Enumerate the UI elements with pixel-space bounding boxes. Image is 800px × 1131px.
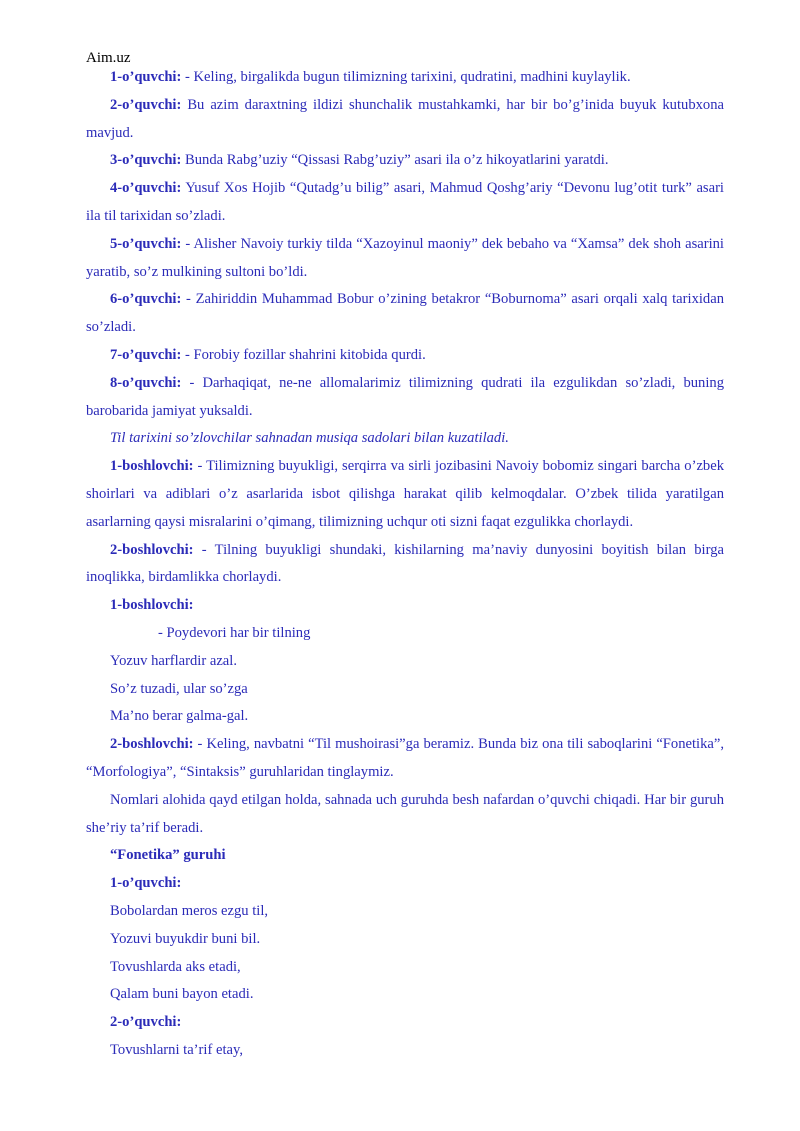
site-watermark: Aim.uz (86, 50, 131, 66)
speech-text: Bunda Rabg’uziy “Qissasi Rabg’uziy” asari ila o’z hikoyatlarini yaratdi. (181, 152, 609, 169)
speech-text: - Tilimizning buyukligi, serqirra va sirli jozibasini Navoiy bobomiz singari barcha o’zbek shoirlari va adiblari o’z asarlarida isbot qilishga harakat qilib kelmoqdalar. O’zbek tilida yaratilgan asarlarning qaysi misralarini o’qimang, tilimizning uchqur oti sizni faqat ezgulikka chorlaydi. (86, 458, 724, 530)
speech-text: - Keling, birgalikda bugun tilimizning tarixini, qudratini, madhini kuylaylik. (181, 69, 631, 85)
poem-line: Yozuvi buyukdir buni bil. (110, 930, 261, 947)
speaker-label: 3-o’quvchi: (110, 152, 182, 169)
poem-line: Qalam buni bayon etadi. (110, 986, 254, 1003)
poem-line: Tovushlarni ta’rif etay, (110, 1041, 243, 1058)
speaker-label: 1-o’quvchi: (110, 69, 182, 85)
speech-text: - Alisher Navoiy turkiy tilda “Xazoyinul maoniy” dek bebaho va “Xamsa” dek shoh asarini yaratib, so’z mulkining sultoni bo’ldi. (86, 235, 724, 280)
speaker-label: 5-o’quvchi: (110, 235, 182, 252)
speech-text: - Forobiy fozillar shahrini kitobida qurdi. (181, 346, 426, 363)
host-paragraph (86, 453, 724, 536)
speaker-label: 7-o’quvchi: (110, 346, 182, 363)
poem-speaker (86, 592, 724, 620)
speech-paragraph (86, 286, 724, 342)
speech-paragraph (86, 231, 724, 287)
speaker-label: 4-o’quvchi: (110, 180, 182, 197)
speech-text: Yusuf Xos Hojib “Qutadg’u bilig” asari, Mahmud Qoshg’ariy “Devonu lug’otit turk” asari ila til tarixidan so’zladi. (86, 180, 724, 224)
speech-paragraph (86, 92, 724, 148)
poem-speaker (86, 1009, 724, 1037)
speaker-label: 2-boshlovchi: (110, 541, 194, 558)
speaker-label: 6-o’quvchi: (110, 291, 182, 308)
speech-paragraph (86, 175, 724, 231)
poem-line: Yozuv harflardir azal. (110, 652, 237, 669)
speech-paragraph (86, 147, 724, 175)
speech-text: - Keling, navbatni “Til mushoirasi”ga beramiz. Bunda biz ona tili saboqlarini “Fonetika”, “Morfologiya”, “Sintaksis” guruhlaridan tinglaymiz. (86, 736, 724, 780)
speech-paragraph (86, 342, 724, 370)
speech-text: - Tilning buyukligi shundaki, kishilarning ma’naviy dunyosini boyitish bilan birga inoqlikka, birdamlikka chorlaydi. (86, 541, 724, 586)
speaker-label: 2-o’quvchi: (110, 96, 182, 113)
group-title-text: “Fonetika” guruhi (110, 847, 226, 864)
stage-note: Til tarixini so’zlovchilar sahnadan musiqa sadolari bilan kuzatiladi. (110, 430, 509, 447)
poem-line: Tovushlarda aks etadi, (110, 958, 241, 975)
speech-text: Bu azim daraxtning ildizi shunchalik mustahkamki, har bir bo’g’inida buyuk kutubxona mavjud. (86, 96, 724, 141)
poem-speaker (86, 870, 724, 898)
speech-paragraph (86, 64, 724, 92)
speech-paragraph (86, 370, 724, 426)
document-body (86, 64, 724, 1065)
speaker-label: 1-boshlovchi: (110, 458, 194, 475)
narration-paragraph: Nomlari alohida qayd etilgan holda, sahnada uch guruhda besh nafardan o’quvchi chiqadi. Har bir guruh she’riy ta’rif beradi. (86, 791, 724, 836)
speaker-label: 2-o’quvchi: (110, 1014, 182, 1031)
poem-line: Ma’no berar galma-gal. (110, 708, 249, 725)
poem-line: Bobolardan meros ezgu til, (110, 902, 269, 919)
speaker-label: 1-o’quvchi: (110, 875, 182, 892)
speech-text: - Zahiriddin Muhammad Bobur o’zining betakror “Boburnoma” asari orqali xalq tarixidan so’zladi. (86, 291, 724, 336)
host-paragraph (86, 731, 724, 787)
poem-line: So’z tuzadi, ular so’zga (110, 680, 248, 697)
speaker-label: 2-boshlovchi: (110, 736, 194, 753)
speaker-label: 1-boshlovchi: (110, 597, 194, 614)
speech-text: - Darhaqiqat, ne-ne allomalarimiz tilimizning qudrati ila ezgulikdan so’zladi, buning barobarida jamiyat yuksaldi. (86, 374, 724, 419)
poem-line: - Poydevori har bir tilning (158, 624, 311, 641)
group-title (86, 842, 724, 870)
speaker-label: 8-o’quvchi: (110, 374, 182, 391)
host-paragraph (86, 537, 724, 593)
